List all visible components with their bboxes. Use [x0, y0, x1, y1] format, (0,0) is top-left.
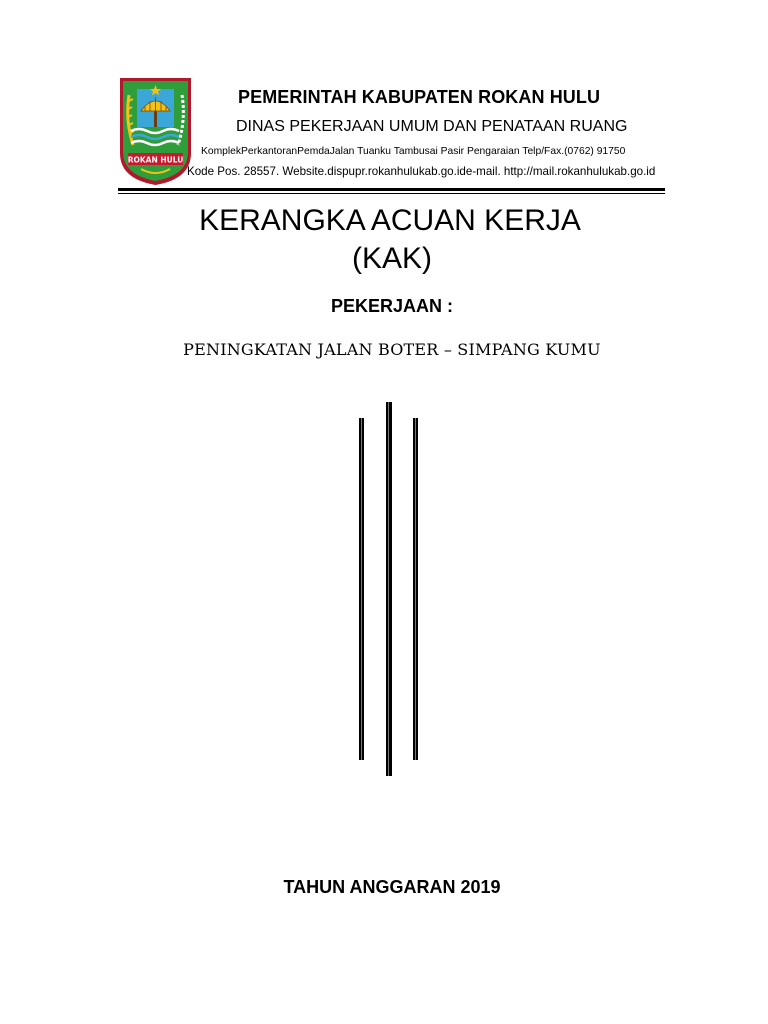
rokan-hulu-coat-of-arms-icon — [117, 75, 194, 188]
document-title-abbreviation: (KAK) — [351, 242, 432, 275]
work-name: PENINGKATAN JALAN BOTER – SIMPANG KUMU — [183, 340, 601, 359]
letterhead-address: KomplekPerkantoranPemdaJalan Tuanku Tambusai Pasir Pengaraian Telp/Fax.(0762) 91750 — [201, 146, 626, 157]
letterhead-government: PEMERINTAH KABUPATEN ROKAN HULU — [238, 87, 601, 107]
letterhead-rule-thin — [118, 193, 665, 194]
decorative-bar-center-highlight — [388, 402, 389, 776]
letterhead-department: DINAS PEKERJAAN UMUM DAN PENATAAN RUANG — [236, 118, 628, 135]
letterhead-rule-thick — [118, 188, 665, 191]
decorative-bar-center — [386, 402, 392, 776]
decorative-bar-left-highlight — [361, 418, 362, 760]
work-label: PEKERJAAN : — [330, 296, 454, 316]
document-title: KERANGKA ACUAN KERJA — [199, 204, 581, 237]
logo-banner-text: ROKAN HULU — [127, 155, 184, 165]
decorative-bar-right-highlight — [415, 418, 416, 760]
letterhead-contact: Kode Pos. 28557. Website.dispupr.rokanhulukab.go.ide-mail. http://mail.rokanhulukab.go.id — [187, 165, 656, 178]
fiscal-year: TAHUN ANGGARAN 2019 — [283, 877, 501, 897]
